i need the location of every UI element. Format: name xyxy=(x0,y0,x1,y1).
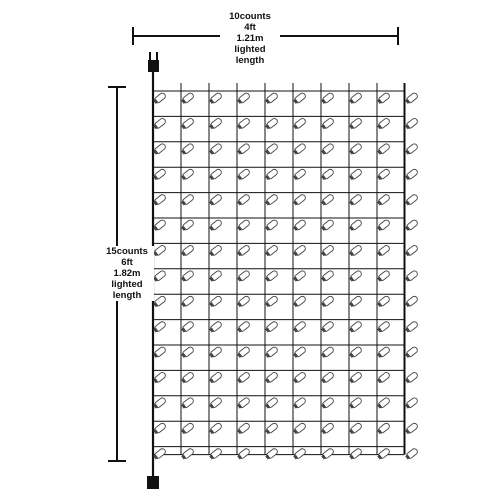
led-bulb-icon xyxy=(153,117,167,130)
led-bulb-icon xyxy=(321,219,335,232)
led-bulb-icon xyxy=(405,422,419,435)
led-bulb-icon xyxy=(349,422,363,435)
led-bulb-icon xyxy=(181,92,195,105)
led-bulb-icon xyxy=(349,270,363,283)
led-bulb-icon xyxy=(153,295,167,308)
led-bulb-icon xyxy=(377,219,391,232)
led-bulb-icon xyxy=(377,448,391,461)
led-bulb-icon xyxy=(377,117,391,130)
led-bulb-icon xyxy=(181,168,195,181)
led-bulb-icon xyxy=(405,92,419,105)
led-bulb-icon xyxy=(209,346,223,359)
led-bulb-icon xyxy=(265,422,279,435)
width-label-line2: length xyxy=(235,55,265,66)
led-bulb-icon xyxy=(181,143,195,156)
led-bulb-icon xyxy=(209,371,223,384)
led-bulb-icon xyxy=(237,117,251,130)
led-bulb-icon xyxy=(321,92,335,105)
led-bulb-icon xyxy=(181,117,195,130)
led-bulb-icon xyxy=(405,244,419,257)
led-bulb-icon xyxy=(405,346,419,359)
led-bulb-icon xyxy=(265,448,279,461)
led-bulb-icon xyxy=(181,295,195,308)
led-bulb-icon xyxy=(293,117,307,130)
led-bulb-icon xyxy=(181,270,195,283)
led-bulb-icon xyxy=(237,219,251,232)
plug-icon xyxy=(148,52,159,72)
width-feet: 4ft xyxy=(244,22,256,33)
led-bulb-icon xyxy=(153,168,167,181)
led-bulb-icon xyxy=(349,397,363,410)
height-label-line1: lighted xyxy=(111,279,143,290)
height-label-line2: length xyxy=(112,290,142,301)
height-dimension-label xyxy=(100,246,154,301)
led-bulb-icon xyxy=(237,371,251,384)
led-bulb-icon xyxy=(377,92,391,105)
led-bulb-icon xyxy=(181,219,195,232)
led-bulb-icon xyxy=(209,448,223,461)
led-bulb-icon xyxy=(209,295,223,308)
led-bulb-icon xyxy=(265,397,279,410)
led-bulb-icon xyxy=(321,194,335,207)
led-bulb-icon xyxy=(209,194,223,207)
width-meters: 1.21m xyxy=(236,33,264,44)
led-bulb-icon xyxy=(209,92,223,105)
led-bulb-icon xyxy=(349,143,363,156)
led-bulb-icon xyxy=(293,346,307,359)
led-bulb-icon xyxy=(377,143,391,156)
led-bulb-icon xyxy=(377,168,391,181)
led-bulb-icon xyxy=(321,321,335,334)
led-bulb-icon xyxy=(293,295,307,308)
led-bulb-icon xyxy=(377,346,391,359)
led-bulb-icon xyxy=(153,92,167,105)
led-bulb-icon xyxy=(293,397,307,410)
led-bulb-icon xyxy=(153,397,167,410)
led-bulb-icon xyxy=(405,219,419,232)
led-bulb-icon xyxy=(405,117,419,130)
led-bulb-icon xyxy=(321,397,335,410)
led-bulb-icon xyxy=(265,219,279,232)
led-bulb-icon xyxy=(181,244,195,257)
led-bulb-icon xyxy=(153,321,167,334)
led-bulb-icon xyxy=(321,346,335,359)
led-bulb-icon xyxy=(349,371,363,384)
led-bulb-icon xyxy=(237,92,251,105)
led-bulb-icon xyxy=(293,194,307,207)
led-bulb-icon xyxy=(293,321,307,334)
led-bulb-icon xyxy=(321,295,335,308)
led-bulb-icon xyxy=(209,117,223,130)
led-bulb-icon xyxy=(293,143,307,156)
led-bulb-icon xyxy=(377,295,391,308)
led-bulb-icon xyxy=(293,92,307,105)
led-bulb-icon xyxy=(181,194,195,207)
led-bulb-icon xyxy=(265,321,279,334)
led-bulb-icon xyxy=(237,295,251,308)
led-bulb-icon xyxy=(237,397,251,410)
led-bulb-icon xyxy=(181,371,195,384)
led-bulb-icon xyxy=(153,219,167,232)
led-bulb-icon xyxy=(209,168,223,181)
led-bulb-icon xyxy=(349,92,363,105)
led-bulb-icon xyxy=(153,244,167,257)
led-bulb-icon xyxy=(405,270,419,283)
width-label-line1: lighted xyxy=(234,44,266,55)
led-bulb-icon xyxy=(349,117,363,130)
led-bulb-icon xyxy=(181,346,195,359)
led-bulb-icon xyxy=(209,143,223,156)
led-bulb-icon xyxy=(153,346,167,359)
led-bulb-icon xyxy=(349,321,363,334)
led-bulb-icon xyxy=(349,219,363,232)
led-bulb-icon xyxy=(237,448,251,461)
led-bulb-icon xyxy=(181,321,195,334)
led-bulb-icon xyxy=(321,143,335,156)
led-bulb-icon xyxy=(237,244,251,257)
led-bulb-icon xyxy=(237,270,251,283)
led-bulb-icon xyxy=(405,295,419,308)
led-bulb-icon xyxy=(349,295,363,308)
led-bulb-icon xyxy=(293,244,307,257)
led-bulb-icon xyxy=(349,448,363,461)
led-bulb-icon xyxy=(293,448,307,461)
led-bulb-icon xyxy=(321,371,335,384)
led-bulb-icon xyxy=(321,448,335,461)
led-bulb-icon xyxy=(153,422,167,435)
led-bulb-icon xyxy=(321,270,335,283)
led-bulb-icon xyxy=(209,219,223,232)
led-bulb-icon xyxy=(377,270,391,283)
led-bulb-icon xyxy=(237,194,251,207)
led-bulb-icon xyxy=(237,346,251,359)
led-bulb-icon xyxy=(153,270,167,283)
height-count: 15counts xyxy=(106,246,148,257)
led-bulb-icon xyxy=(181,422,195,435)
led-bulb-icon xyxy=(181,448,195,461)
led-bulb-icon xyxy=(237,321,251,334)
led-bulb-icon xyxy=(405,448,419,461)
led-bulb-icon xyxy=(293,422,307,435)
height-feet: 6ft xyxy=(121,257,133,268)
led-bulb-icon xyxy=(153,448,167,461)
led-bulb-icon xyxy=(405,143,419,156)
led-bulb-icon xyxy=(293,168,307,181)
led-bulb-icon xyxy=(377,194,391,207)
led-bulb-icon xyxy=(321,422,335,435)
led-bulb-icon xyxy=(321,168,335,181)
led-bulb-icon xyxy=(377,371,391,384)
led-bulb-icon xyxy=(209,244,223,257)
led-bulb-icon xyxy=(265,295,279,308)
bulb-array xyxy=(153,92,419,460)
led-bulb-icon xyxy=(265,92,279,105)
led-bulb-icon xyxy=(405,168,419,181)
led-bulb-icon xyxy=(153,143,167,156)
led-bulb-icon xyxy=(405,321,419,334)
height-meters: 1.82m xyxy=(113,268,141,279)
led-bulb-icon xyxy=(181,397,195,410)
width-count: 10counts xyxy=(229,11,271,22)
led-bulb-icon xyxy=(153,194,167,207)
led-bulb-icon xyxy=(265,346,279,359)
led-bulb-icon xyxy=(209,422,223,435)
led-bulb-icon xyxy=(293,219,307,232)
led-bulb-icon xyxy=(237,143,251,156)
led-bulb-icon xyxy=(265,244,279,257)
led-bulb-icon xyxy=(349,244,363,257)
led-bulb-icon xyxy=(349,346,363,359)
led-bulb-icon xyxy=(153,371,167,384)
led-bulb-icon xyxy=(265,117,279,130)
led-bulb-icon xyxy=(349,194,363,207)
led-bulb-icon xyxy=(377,422,391,435)
led-bulb-icon xyxy=(237,168,251,181)
led-bulb-icon xyxy=(293,371,307,384)
led-bulb-icon xyxy=(265,194,279,207)
led-bulb-icon xyxy=(293,270,307,283)
width-dimension-label xyxy=(220,11,280,66)
led-bulb-icon xyxy=(377,397,391,410)
led-bulb-icon xyxy=(405,371,419,384)
led-bulb-icon xyxy=(265,143,279,156)
end-cap-icon xyxy=(147,476,159,489)
led-bulb-icon xyxy=(237,422,251,435)
led-bulb-icon xyxy=(349,168,363,181)
led-bulb-icon xyxy=(265,270,279,283)
led-bulb-icon xyxy=(321,117,335,130)
led-bulb-icon xyxy=(265,371,279,384)
led-bulb-icon xyxy=(209,270,223,283)
led-bulb-icon xyxy=(209,321,223,334)
led-bulb-icon xyxy=(377,244,391,257)
led-bulb-icon xyxy=(321,244,335,257)
led-bulb-icon xyxy=(405,397,419,410)
led-bulb-icon xyxy=(405,194,419,207)
led-bulb-icon xyxy=(377,321,391,334)
led-bulb-icon xyxy=(209,397,223,410)
led-bulb-icon xyxy=(265,168,279,181)
